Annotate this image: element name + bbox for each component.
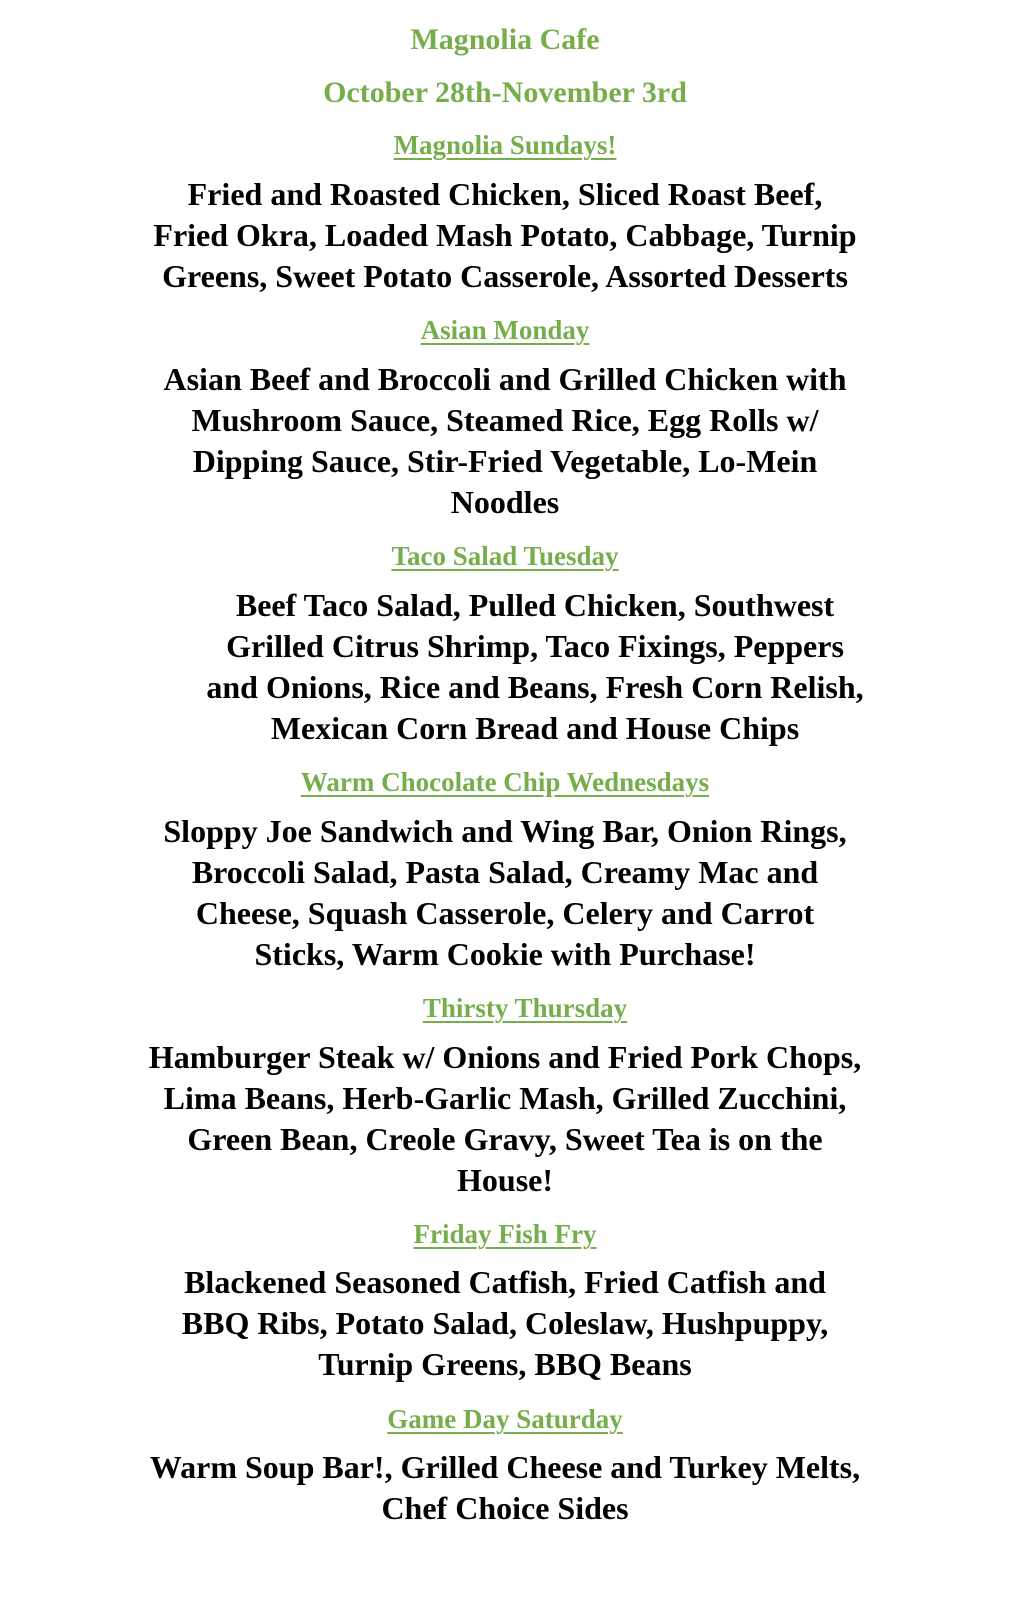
menu-thursday	[10, 1037, 1000, 1201]
menu-line: BBQ Ribs, Potato Salad, Coleslaw, Hushpuppy,	[181, 1305, 829, 1341]
menu-line: Hamburger Steak w/ Onions and Fried Pork Chops,	[148, 1039, 862, 1075]
menu-line: Mushroom Sauce, Steamed Rice, Egg Rolls w/	[191, 402, 819, 438]
menu-line: Cheese, Squash Casserole, Celery and Carrot	[195, 895, 815, 931]
menu-line: Warm Soup Bar!, Grilled Cheese and Turkey Melts,	[149, 1449, 861, 1485]
menu-line: Sloppy Joe Sandwich and Wing Bar, Onion Rings,	[163, 813, 847, 849]
menu-line: Turnip Greens, BBQ Beans	[318, 1346, 692, 1382]
day-heading-friday: Friday Fish Fry	[413, 1219, 597, 1249]
day-heading-tuesday: Taco Salad Tuesday	[391, 541, 619, 571]
menu-line: and Onions, Rice and Beans, Fresh Corn Relish,	[206, 669, 864, 705]
menu-line: Fried Okra, Loaded Mash Potato, Cabbage, Turnip	[153, 217, 857, 253]
menu-tuesday	[40, 585, 1030, 749]
day-heading-thursday: Thirsty Thursday	[422, 993, 628, 1023]
menu-line: Beef Taco Salad, Pulled Chicken, Southwest	[235, 587, 835, 623]
menu-line: Broccoli Salad, Pasta Salad, Creamy Mac and	[191, 854, 819, 890]
day-heading-saturday: Game Day Saturday	[387, 1404, 623, 1434]
menu-line: Grilled Citrus Shrimp, Taco Fixings, Peppers	[226, 628, 844, 664]
menu-sunday	[10, 174, 1000, 297]
menu-wednesday	[10, 811, 1000, 975]
menu-line: Asian Beef and Broccoli and Grilled Chicken with	[163, 361, 847, 397]
menu-line: Lima Beans, Herb-Garlic Mash, Grilled Zucchini,	[163, 1080, 847, 1116]
day-heading-monday: Asian Monday	[420, 315, 590, 345]
menu-line: Mexican Corn Bread and House Chips	[270, 710, 800, 746]
menu-saturday	[10, 1447, 1000, 1529]
menu-line: Chef Choice Sides	[381, 1490, 629, 1526]
menu-line: Greens, Sweet Potato Casserole, Assorted Desserts	[162, 258, 848, 294]
day-heading-wednesday: Warm Chocolate Chip Wednesdays	[300, 767, 710, 797]
day-heading-sunday: Magnolia Sundays!	[393, 130, 617, 160]
menu-line: Dipping Sauce, Stir-Fried Vegetable, Lo-Mein	[192, 443, 818, 479]
menu-line: Blackened Seasoned Catfish, Fried Catfish and	[184, 1264, 826, 1300]
menu-line: Green Bean, Creole Gravy, Sweet Tea is on the	[187, 1121, 823, 1157]
menu-line: Sticks, Warm Cookie with Purchase!	[254, 936, 756, 972]
menu-line: Fried and Roasted Chicken, Sliced Roast Beef,	[187, 176, 823, 212]
menu-line: Noodles	[450, 484, 560, 520]
date-range: October 28th-November 3rd	[323, 76, 687, 109]
menu-monday	[10, 359, 1000, 523]
menu-friday	[10, 1262, 1000, 1385]
menu-line: House!	[457, 1162, 553, 1198]
cafe-name: Magnolia Cafe	[410, 23, 600, 56]
